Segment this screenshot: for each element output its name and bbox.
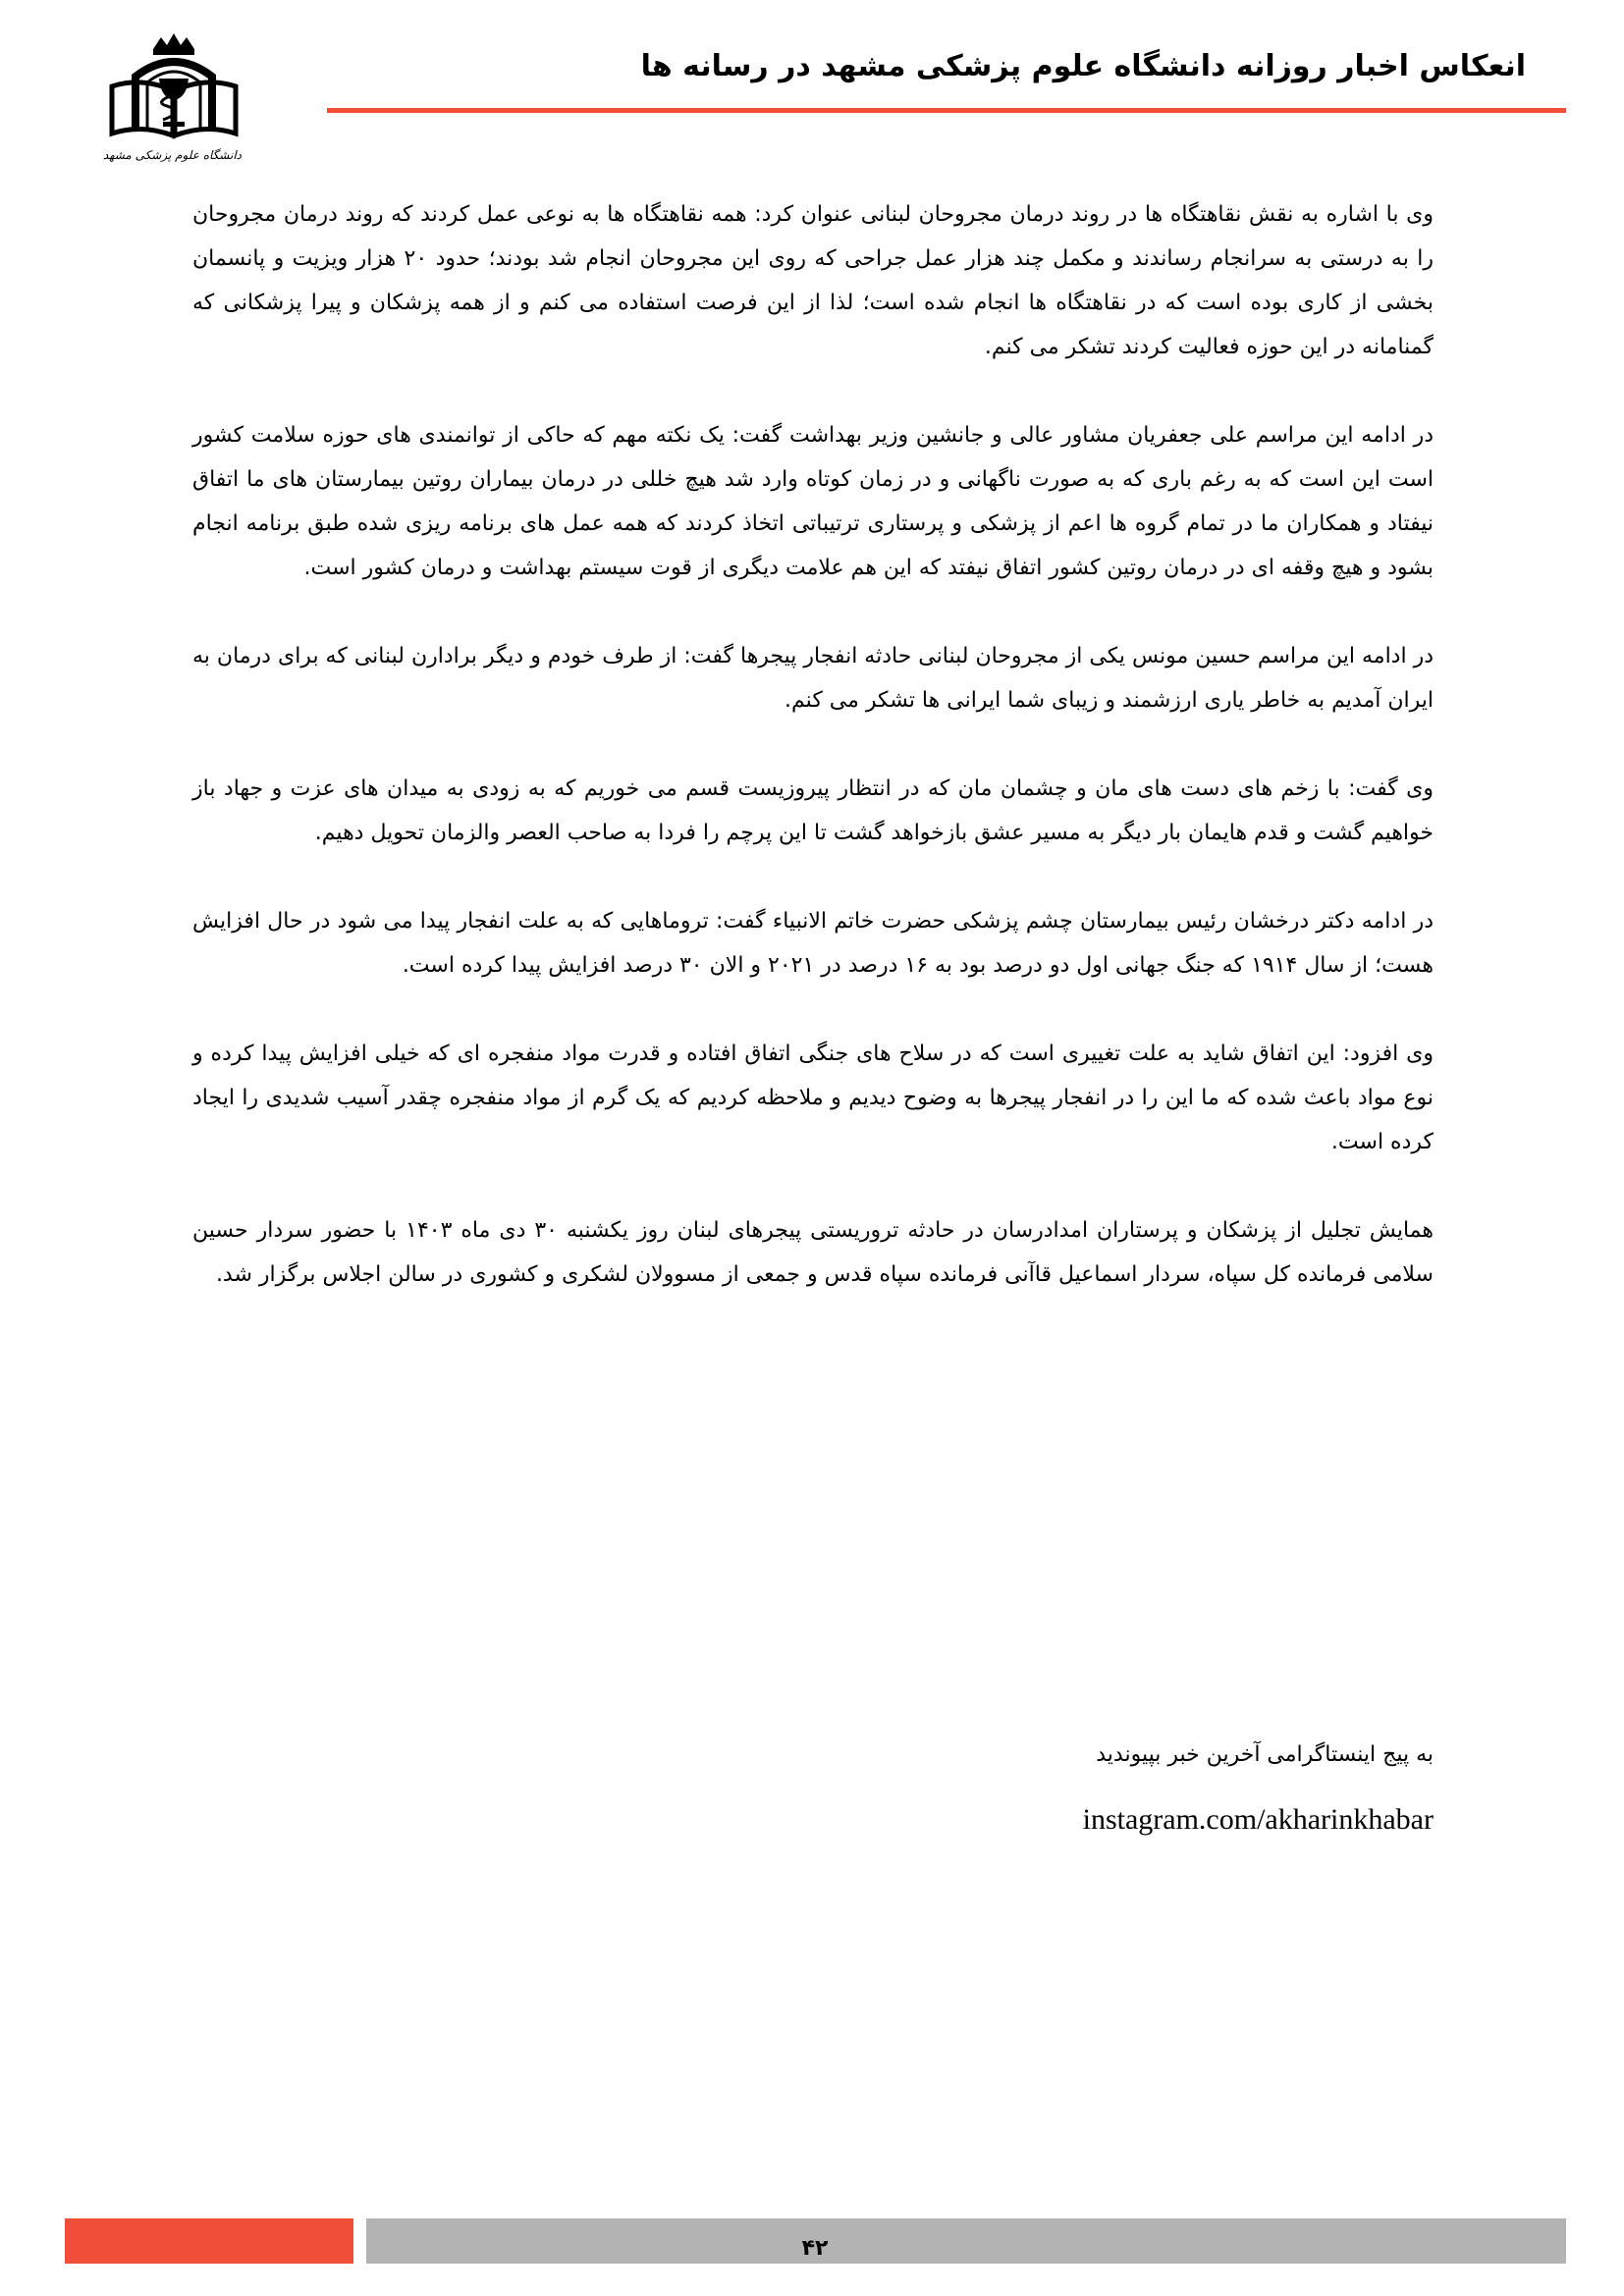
logo-caption: دانشگاه علوم پزشکی مشهد <box>102 148 242 162</box>
page-number: ۴۲ <box>801 2236 829 2261</box>
university-logo <box>102 29 242 173</box>
instagram-link[interactable]: instagram.com/akharinkhabar <box>1082 1803 1434 1836</box>
paragraph: در ادامه دکتر درخشان رئیس بیمارستان چشم پزشکی حضرت خاتم الانبیاء گفت: تروماهایی که به علت انفجار پیدا می شود در حال افزایش هست؛ از سال ۱۹۱۴ که جنگ جهانی اول دو درصد بود به ۱۶ درصد در ۲۰۲۱ و الان ۳۰ درصد افزایش پیدا کرده است. <box>192 909 1434 978</box>
paragraph: وی گفت: با زخم های دست های مان و چشمان مان که در انتظار پیروزیست قسم می خوریم که به زودی به میدان های عزت و جهاد باز خواهیم گشت و قدم هایمان بار دیگر به مسیر عشق بازخواهد گشت تا این پرچم را فردا به صاحب العصر والزمان تحویل دهیم. <box>192 776 1434 845</box>
logo-emblem-icon <box>106 29 242 145</box>
footer-bar <box>366 2218 1566 2264</box>
header-divider <box>327 108 1566 113</box>
paragraph: وی افزود: این اتفاق شاید به علت تغییری است که در سلاح های جنگی اتفاق افتاده و قدرت مواد منفجره ای که خیلی افزایش پیدا کرده و نوع مواد باعث شده که ما این را در انفجار پیجرها به وضوح دیدیم و ملاحظه کردیم که یک گرم از مواد منفجره چقدر آسیب شدیدی را ایجاد کرده است. <box>192 1041 1434 1154</box>
paragraph: در ادامه این مراسم حسین مونس یکی از مجروحان لبنانی حادثه انفجار پیجرها گفت: از طرف خودم و دیگر برادارن لبنانی که برای درمان به ایران آمدیم به خاطر یاری ارزشمند و زیبای شما ایرانی ها تشکر می کنم. <box>192 644 1434 713</box>
paragraph: همایش تجلیل از پزشکان و پرستاران امدادرسان در حادثه تروریستی پیجرهای لبنان روز یکشنبه ۳۰ دی ماه ۱۴۰۳ با حضور سردار حسین سلامی فرمانده کل سپاه، سردار اسماعیل قاآنی فرمانده سپاه قدس و جمعی از مسوولان لشکری و کشوری در سالن اجلاس برگزار شد. <box>192 1218 1435 1287</box>
page-header-title: انعکاس اخبار روزانه دانشگاه علوم پزشکی مشهد در رسانه ها <box>640 49 1526 83</box>
instagram-cta-text: به پیج اینستاگرامی آخرین خبر بپیوندید <box>1096 1742 1434 1767</box>
paragraph: در ادامه این مراسم علی جعفریان مشاور عالی و جانشین وزیر بهداشت گفت: یک نکته مهم که حاکی از توانمندی های حوزه سلامت کشور است این است که به رغم باری که به صورت ناگهانی و در زمان کوتاه وارد شد هیچ خللی در درمان بیماران روتین بیمارستان های ما اتفاق نیفتاد و همکاران ما در تمام گروه ها اعم از پزشکی و پرستاری ترتیباتی اتخاذ کردند که همه عمل های برنامه ریزی شده طبق برنامه انجام بشود و هیچ وقفه ای در درمان روتین کشور اتفاق نیفتد که این هم علامت دیگری از قوت سیستم بهداشت و درمان کشور است. <box>192 423 1434 580</box>
paragraph: وی با اشاره به نقش نقاهتگاه ها در روند درمان مجروحان لبنانی عنوان کرد: همه نقاهتگاه ها به نوعی عمل کردند که روند درمان مجروحان را به درستی به سرانجام رساندند و مکمل چند هزار عمل جراحی که روی این مجروحان انجام شد بودند؛ حدود ۲۰ هزار ویزیت و پانسمان بخشی از کاری بوده است که در نقاهتگاه ها انجام شده است؛ لذا از این فرصت استفاده می کنم و از همه پزشکان و پیرا پزشکانی که گمنامانه در این حوزه فعالیت کردند تشکر می کنم. <box>192 202 1434 359</box>
footer-accent-bar <box>65 2218 353 2264</box>
article-body <box>192 192 1434 1341</box>
